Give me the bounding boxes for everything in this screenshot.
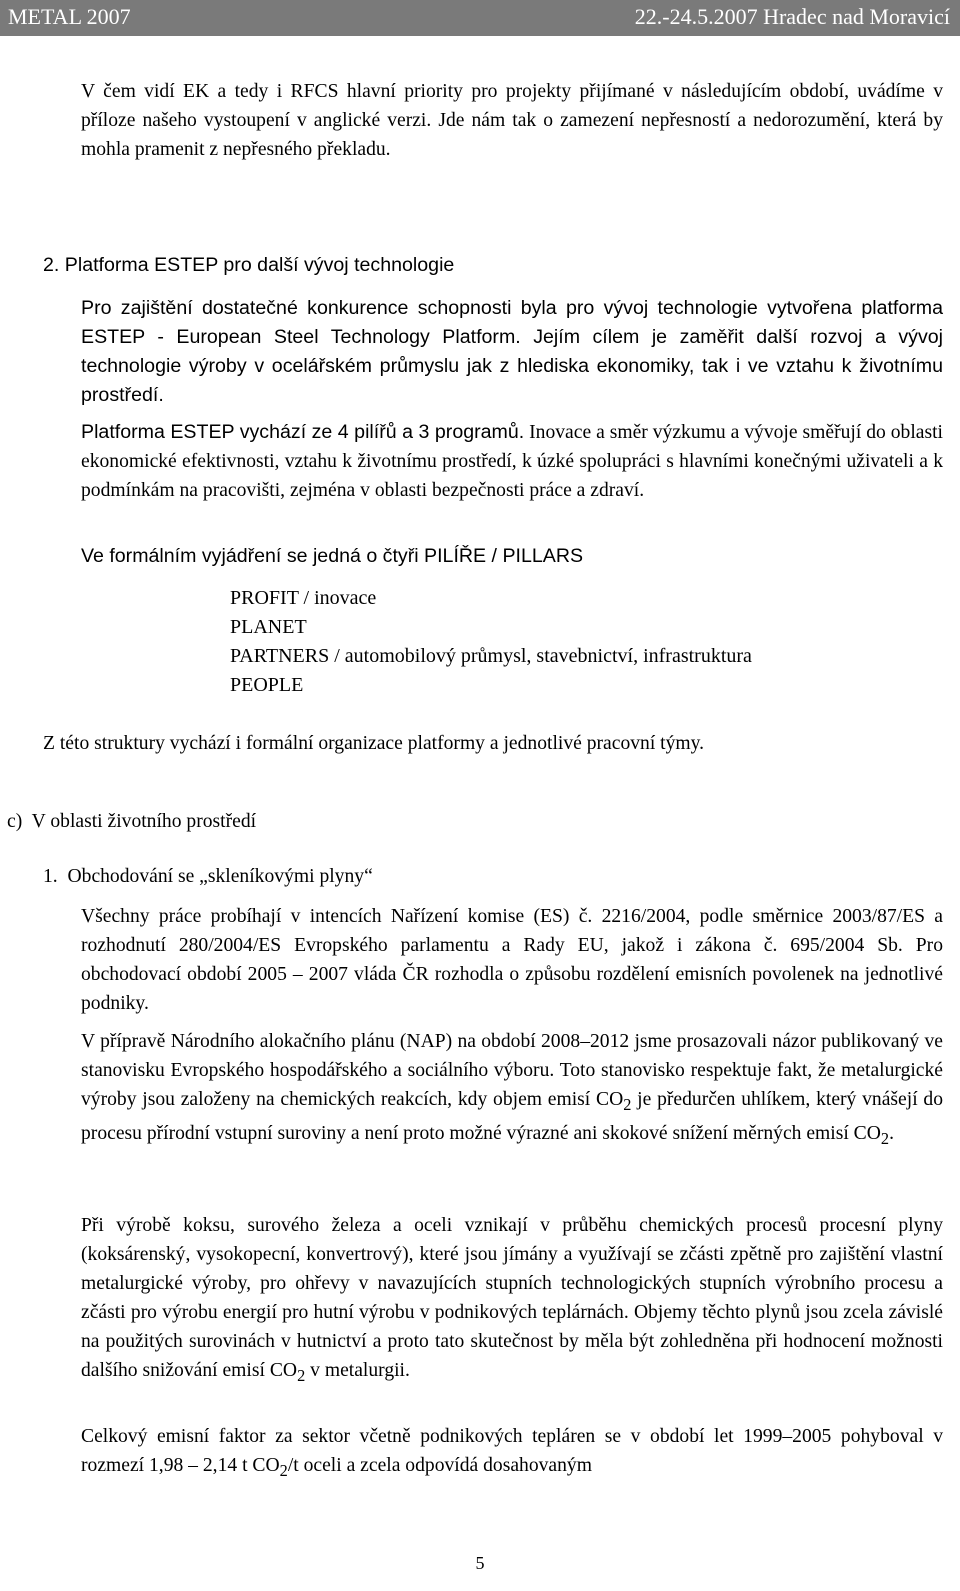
emission-factor-paragraph <box>81 1422 943 1485</box>
nap-paragraph <box>81 1027 943 1153</box>
pillars-paragraph <box>81 418 943 505</box>
co2-subscript: 2 <box>297 1365 306 1385</box>
nap-text-part: je předurčen uhlíkem, který vnášejí do procesu přírodní vstupní suroviny a není proto možné výrazné ani skokové snížení měrných emisí CO <box>81 1089 944 1144</box>
estep-paragraph: Pro zajištění dostatečné konkurence schopnosti byla pro vývoj technologie vytvořena platforma ESTEP - European Steel Technology Platform. Jejím cílem je zaměřit další rozvoj a vývoj technologie výroby v ocelářském průmyslu jak z hlediska ekonomiky, tak i ve vztahu k životnímu prostředí. <box>81 297 943 406</box>
page-number: 5 <box>475 1553 485 1573</box>
pillar-text: ARTNERS / automobilový průmysl, stavebnictví, infrastruktura <box>239 645 752 667</box>
pillars-list <box>230 584 752 700</box>
pillar-text: EOPLE <box>241 674 304 696</box>
pillar-text: ROFIT / inovace <box>241 587 377 609</box>
pillars-detail-text: Inovace a směr výzkumu a vývoje směřují do oblasti ekonomické efektivnosti, vztahu k životnímu prostředí, k úzké spolupráci s hlavními konečnými uživateli a k podmínkám na pracovišti, zejména v oblasti bezpečnosti práce a zdraví. <box>81 422 944 501</box>
page-header <box>0 0 960 36</box>
nap-text-part: V přípravě Národního alokačního plánu (NAP) na období 2008–2012 jsme prosazovali názor publikovaný ve stanovisku Evropského hospodářského a sociálního výboru. Toto stanovisko respektuje fakt, že metalurgické výroby jsou založeny na chemických reakcích, kdy objem emisí CO <box>81 1031 943 1110</box>
pillars-lead-sentence: Platforma ESTEP vychází ze 4 pilířů a 3 programů. <box>81 421 525 443</box>
nap-text-part: . <box>889 1122 894 1144</box>
header-conference: METAL 2007 <box>8 4 131 29</box>
pillar-item <box>230 642 752 671</box>
coke-text-part: Při výrobě koksu, surového železa a oceli vznikají v průběhu chemických procesů procesní plyny (koksárenský, vysokopecní, konvertrový), které jsou jímány a využívají se zčásti zpětně pro zajištění vlastní metalurgické výroby, pro ohřevy v navazujících stupních technologických stupních výrobního procesu a zčásti pro výrobu energií pro hutní výrobu v podnikových teplárnách. Objemy těchto plynů jsou zcela závislé na použitých surovinách v hutnictví a proto tato skutečnost by měla být zohledněna při hodnocení možnosti dalšího snižování emisí CO <box>81 1215 943 1381</box>
subsection-1-heading: 1. Obchodování se „skleníkovými plyny“ <box>43 866 373 887</box>
pillar-item <box>230 584 752 613</box>
pillar-item <box>230 613 752 642</box>
co2-subscript: 2 <box>279 1460 288 1480</box>
pillar-item <box>230 671 752 700</box>
regulation-paragraph: Všechny práce probíhají v intencích Nařízení komise (ES) č. 2216/2004, podle směrnice 2003/87/ES a rozhodnutí 280/2004/ES Evropského parlamentu a Rady EU, jakož i zákona č. 695/2004 Sb. Pro obchodovací období 2005 – 2007 vláda ČR rozhodla o způsobu rozdělení emisních povolenek na jednotlivé podniky. <box>81 906 943 1014</box>
intro-paragraph: V čem vidí EK a tedy i RFCS hlavní priority pro projekty přijímané v následujícím období, uvádíme v příloze našeho vystoupení v anglické verzi. Jde nám tak o zamezení nepřesností a nedorozumění, která by mohla pramenit z nepřesného překladu. <box>81 81 943 160</box>
pillar-initial: P <box>230 674 242 696</box>
coke-paragraph <box>81 1211 943 1390</box>
section-c-heading: c) V oblasti životního prostředí <box>7 811 257 832</box>
emission-text-part: /t oceli a zcela odpovídá dosahovaným <box>287 1455 592 1476</box>
header-date-place: 22.-24.5.2007 Hradec nad Moravicí <box>634 4 950 29</box>
structure-sentence: Z této struktury vychází i formální organizace platformy a jednotlivé pracovní týmy. <box>43 733 705 754</box>
pillar-initial: P <box>230 616 242 638</box>
co2-subscript: 2 <box>623 1094 632 1114</box>
co2-subscript: 2 <box>880 1128 890 1148</box>
emission-text-part: Celkový emisní faktor za sektor včetně podnikových tepláren se v období let 1999–2005 pohyboval v rozmezí 1,98 – 2,14 t CO <box>81 1426 943 1476</box>
pillar-initial: P <box>230 645 240 667</box>
pillars-intro: Ve formálním vyjádření se jedná o čtyři PILÍŘE / PILLARS <box>81 545 584 567</box>
coke-text-part: v metalurgii. <box>305 1360 410 1381</box>
pillar-text: LANET <box>241 616 307 638</box>
section-2-heading: 2. Platforma ESTEP pro další vývoj technologie <box>43 254 455 276</box>
pillar-initial: P <box>230 587 242 609</box>
